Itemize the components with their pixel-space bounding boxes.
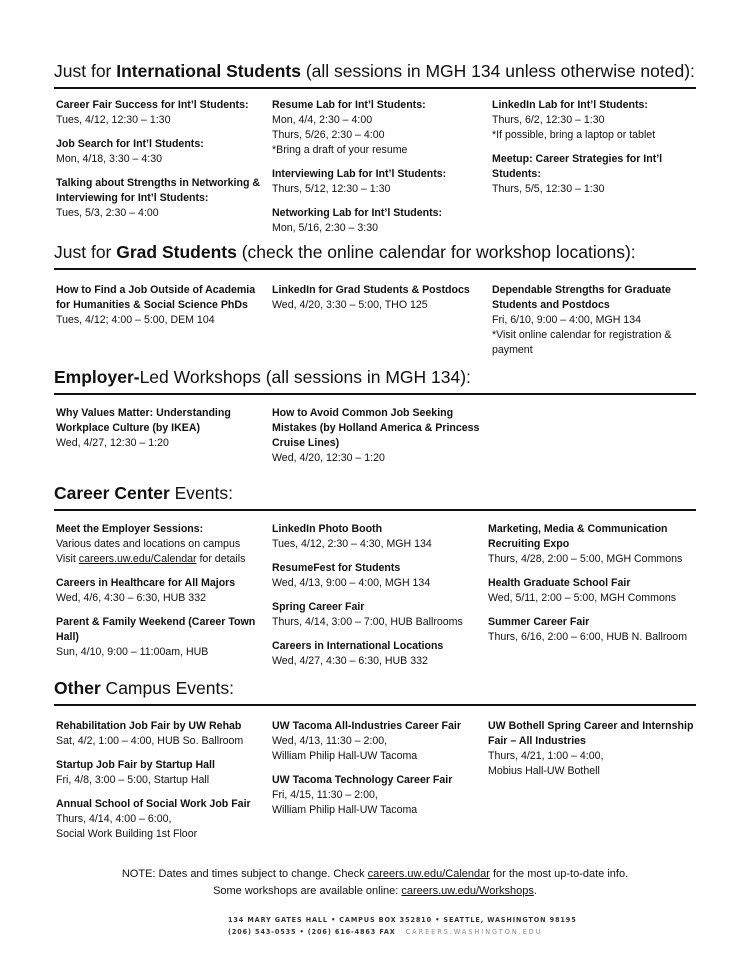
note-line-2 bbox=[0, 883, 750, 900]
event-detail: Tues, 4/12, 2:30 – 4:30, MGH 134 bbox=[272, 538, 432, 550]
event-detail-link-line bbox=[56, 552, 271, 567]
event-title: UW Tacoma All-Industries Career Fair bbox=[272, 720, 461, 732]
heading-suffix: (all sessions in MGH 134 unless otherwise noted): bbox=[300, 61, 695, 81]
event-item bbox=[272, 639, 487, 669]
event-item bbox=[56, 176, 271, 221]
event-title: Careers in International Locations bbox=[272, 640, 444, 652]
event-item bbox=[272, 522, 487, 552]
event-detail: Wed, 4/27, 4:30 – 6:30, HUB 332 bbox=[272, 655, 428, 667]
heading-bold: Grad Students bbox=[116, 242, 237, 262]
event-item bbox=[272, 773, 487, 818]
footer-address: 134 MARY GATES HALL • CAMPUS BOX 352810 • SEATTLE, WASHINGTON 98195 bbox=[228, 915, 577, 924]
event-item bbox=[272, 283, 487, 313]
event-title: Rehabilitation Job Fair by UW Rehab bbox=[56, 720, 242, 732]
heading-bold: Other bbox=[54, 678, 101, 698]
event-detail: Social Work Building 1st Floor bbox=[56, 828, 198, 840]
event-column bbox=[56, 522, 271, 669]
section-rule bbox=[54, 268, 696, 270]
event-item bbox=[272, 561, 487, 591]
event-item bbox=[272, 206, 487, 236]
event-title: Marketing, Media & Communication Recruiting Expo bbox=[488, 523, 668, 550]
event-item bbox=[272, 406, 487, 466]
event-title: Interviewing Lab for Int’l Students: bbox=[272, 168, 447, 180]
heading-suffix: (check the online calendar for workshop locations): bbox=[236, 242, 636, 262]
event-column bbox=[56, 283, 271, 337]
event-column bbox=[56, 406, 271, 460]
event-title: Spring Career Fair bbox=[272, 601, 365, 613]
section-rule bbox=[54, 393, 696, 395]
event-title: Networking Lab for Int’l Students: bbox=[272, 207, 443, 219]
event-item bbox=[488, 719, 703, 779]
event-title: LinkedIn Photo Booth bbox=[272, 523, 383, 535]
event-title: LinkedIn Lab for Int’l Students: bbox=[492, 99, 648, 111]
event-column bbox=[272, 98, 487, 245]
event-detail: Mon, 4/4, 2:30 – 4:00 bbox=[272, 114, 373, 126]
event-title: ResumeFest for Students bbox=[272, 562, 401, 574]
event-item bbox=[488, 615, 703, 645]
event-detail: Thurs, 5/12, 12:30 – 1:30 bbox=[272, 183, 391, 195]
event-detail: *If possible, bring a laptop or tablet bbox=[492, 129, 656, 141]
event-title: Resume Lab for Int’l Students: bbox=[272, 99, 426, 111]
section-rule bbox=[54, 87, 696, 89]
heading-prefix: Just for bbox=[54, 61, 117, 81]
section-rule bbox=[54, 509, 696, 511]
event-item bbox=[56, 719, 271, 749]
event-detail: Sat, 4/2, 1:00 – 4:00, HUB So. Ballroom bbox=[56, 735, 244, 747]
heading-bold: International Students bbox=[116, 61, 301, 81]
event-detail: Thurs, 4/14, 3:00 – 7:00, HUB Ballrooms bbox=[272, 616, 463, 628]
event-item bbox=[56, 137, 271, 167]
event-detail: Mon, 4/18, 3:30 – 4:30 bbox=[56, 153, 163, 165]
event-column bbox=[492, 283, 707, 367]
event-title: Summer Career Fair bbox=[488, 616, 590, 628]
schedule-note bbox=[0, 866, 750, 900]
note-text: NOTE: Dates and times subject to change. Check bbox=[121, 868, 368, 880]
heading-bold: Employer- bbox=[54, 367, 140, 387]
event-detail: Visit bbox=[56, 553, 79, 565]
event-column bbox=[272, 283, 487, 322]
heading-suffix: Campus Events: bbox=[100, 678, 234, 698]
note-text: . bbox=[533, 885, 537, 897]
event-detail: Tues, 4/12, 12:30 – 1:30 bbox=[56, 114, 171, 126]
event-item bbox=[272, 719, 487, 764]
footer bbox=[228, 914, 577, 938]
event-detail: Thurs, 6/2, 12:30 – 1:30 bbox=[492, 114, 605, 126]
event-title: Startup Job Fair by Startup Hall bbox=[56, 759, 215, 771]
event-detail: Mon, 5/16, 2:30 – 3:30 bbox=[272, 222, 379, 234]
footer-url[interactable]: CAREERS.WASHINGTON.EDU bbox=[405, 927, 543, 936]
section-heading-employer bbox=[54, 366, 696, 388]
event-title: Health Graduate School Fair bbox=[488, 577, 631, 589]
event-title: Parent & Family Weekend (Career Town Hall) bbox=[56, 616, 256, 643]
event-detail: Various dates and locations on campus bbox=[56, 538, 241, 550]
calendar-link[interactable]: careers.uw.edu/Calendar bbox=[78, 553, 197, 565]
event-detail: Tues, 5/3, 2:30 – 4:00 bbox=[56, 207, 159, 219]
event-column bbox=[56, 719, 271, 851]
footer-phones: (206) 543-0535 • (206) 616-4863 FAX bbox=[228, 927, 396, 936]
event-detail: William Philip Hall-UW Tacoma bbox=[272, 804, 418, 816]
event-item bbox=[56, 576, 271, 606]
event-detail: for details bbox=[196, 553, 246, 565]
event-detail: Wed, 4/13, 9:00 – 4:00, MGH 134 bbox=[272, 577, 431, 589]
event-detail: Fri, 6/10, 9:00 – 4:00, MGH 134 bbox=[492, 314, 641, 326]
event-detail: Thurs, 5/5, 12:30 – 1:30 bbox=[492, 183, 605, 195]
event-detail: Tues, 4/12; 4:00 – 5:00, DEM 104 bbox=[56, 314, 215, 326]
event-item bbox=[272, 600, 487, 630]
event-title: How to Avoid Common Job Seeking Mistakes (by Holland America & Princess Cruise Lines) bbox=[272, 407, 480, 449]
event-title: How to Find a Job Outside of Academia for Humanities & Social Science PhDs bbox=[56, 284, 256, 311]
event-detail: Thurs, 6/16, 2:00 – 6:00, HUB N. Ballroom bbox=[488, 631, 688, 643]
event-detail: Thurs, 4/28, 2:00 – 5:00, MGH Commons bbox=[488, 553, 683, 565]
event-detail: Wed, 5/11, 2:00 – 5:00, MGH Commons bbox=[488, 592, 677, 604]
event-title: LinkedIn for Grad Students & Postdocs bbox=[272, 284, 470, 296]
event-item bbox=[56, 283, 271, 328]
note-text: Some workshops are available online: bbox=[213, 885, 402, 897]
event-item bbox=[56, 522, 271, 567]
event-detail: Thurs, 4/14, 4:00 – 6:00, bbox=[56, 813, 172, 825]
section-heading-other bbox=[54, 677, 696, 699]
section-heading-international bbox=[54, 60, 696, 82]
event-detail: Sun, 4/10, 9:00 – 11:00am, HUB bbox=[56, 646, 209, 658]
event-item bbox=[56, 758, 271, 788]
event-detail: Wed, 4/20, 12:30 – 1:20 bbox=[272, 452, 385, 464]
event-title: Annual School of Social Work Job Fair bbox=[56, 798, 251, 810]
event-item bbox=[56, 98, 271, 128]
event-detail: *Visit online calendar for registration & payment bbox=[492, 329, 672, 356]
event-title: Career Fair Success for Int’l Students: bbox=[56, 99, 249, 111]
event-item bbox=[492, 283, 707, 358]
heading-bold: Career Center bbox=[54, 483, 170, 503]
event-column bbox=[272, 719, 487, 827]
event-column bbox=[488, 719, 703, 788]
event-item bbox=[488, 576, 703, 606]
event-item bbox=[488, 522, 703, 567]
event-detail: Wed, 4/6, 4:30 – 6:30, HUB 332 bbox=[56, 592, 206, 604]
event-detail: *Bring a draft of your resume bbox=[272, 144, 408, 156]
event-detail: Mobius Hall-UW Bothell bbox=[488, 765, 600, 777]
event-item bbox=[56, 615, 271, 660]
event-title: UW Tacoma Technology Career Fair bbox=[272, 774, 453, 786]
footer-contact bbox=[228, 926, 577, 938]
event-title: UW Bothell Spring Career and Internship Fair – All Industries bbox=[488, 720, 694, 747]
event-detail: Thurs, 5/26, 2:30 – 4:00 bbox=[272, 129, 385, 141]
event-item bbox=[492, 98, 707, 143]
event-detail: Wed, 4/13, 11:30 – 2:00, bbox=[272, 735, 388, 747]
event-title: Meet the Employer Sessions: bbox=[56, 523, 204, 535]
event-column bbox=[272, 522, 487, 678]
event-title: Meetup: Career Strategies for Int’l Students: bbox=[492, 153, 663, 180]
section-heading-career-center bbox=[54, 482, 696, 504]
event-item bbox=[56, 406, 271, 451]
event-item bbox=[56, 797, 271, 842]
event-detail: Fri, 4/8, 3:00 – 5:00, Startup Hall bbox=[56, 774, 210, 786]
heading-prefix: Just for bbox=[54, 242, 117, 262]
event-title: Why Values Matter: Understanding Workplace Culture (by IKEA) bbox=[56, 407, 231, 434]
event-item bbox=[492, 152, 707, 197]
event-detail: Wed, 4/20, 3:30 – 5:00, THO 125 bbox=[272, 299, 428, 311]
event-column bbox=[56, 98, 271, 230]
event-column bbox=[272, 406, 487, 475]
heading-suffix: Led Workshops (all sessions in MGH 134): bbox=[139, 367, 471, 387]
heading-suffix: Events: bbox=[169, 483, 233, 503]
event-item bbox=[272, 167, 487, 197]
event-title: Dependable Strengths for Graduate Students and Postdocs bbox=[492, 284, 671, 311]
event-detail: Wed, 4/27, 12:30 – 1:20 bbox=[56, 437, 169, 449]
event-detail: Thurs, 4/21, 1:00 – 4:00, bbox=[488, 750, 604, 762]
event-item bbox=[272, 98, 487, 158]
note-line-1 bbox=[0, 866, 750, 883]
calendar-link[interactable]: careers.uw.edu/Calendar bbox=[367, 868, 490, 880]
event-column bbox=[488, 522, 703, 654]
event-title: Careers in Healthcare for All Majors bbox=[56, 577, 236, 589]
event-title: Job Search for Int’l Students: bbox=[56, 138, 204, 150]
event-detail: Fri, 4/15, 11:30 – 2:00, bbox=[272, 789, 378, 801]
workshops-link[interactable]: careers.uw.edu/Workshops bbox=[401, 885, 534, 897]
section-rule bbox=[54, 704, 696, 706]
event-column bbox=[492, 98, 707, 206]
note-text: for the most up-to-date info. bbox=[489, 868, 629, 880]
event-title: Talking about Strengths in Networking & Interviewing for Int’l Students: bbox=[56, 177, 261, 204]
event-detail: William Philip Hall-UW Tacoma bbox=[272, 750, 418, 762]
